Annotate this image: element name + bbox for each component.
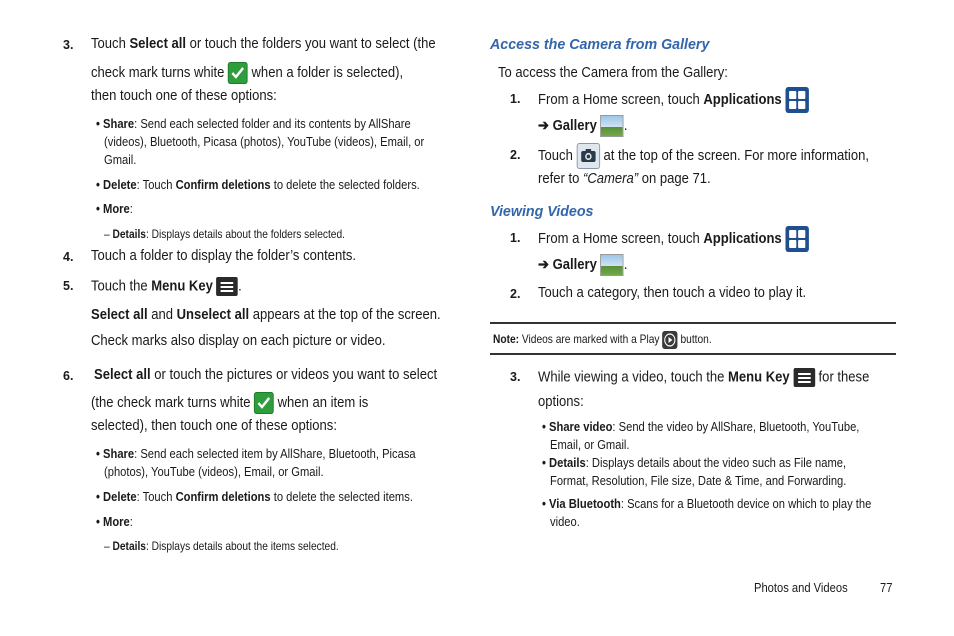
share-option-line2: (photos), YouTube (videos), Email, or Gmail. (104, 464, 324, 479)
note-text: Note: Videos are marked with a Play button. (493, 331, 712, 349)
details-video-line2: Format, Resolution, File size, Date & Time, and Forwarding. (550, 473, 847, 488)
cam-step1-line1: From a Home screen, touch Applications (538, 87, 809, 113)
note-top-rule (490, 322, 896, 324)
step6-line3: selected), then touch one of these options: (91, 418, 337, 434)
step-number: 1. (510, 92, 521, 106)
camera-intro: To access the Camera from the Gallery: (498, 65, 728, 81)
step-number: 5. (63, 279, 74, 293)
delete-option: • Delete: Touch Confirm deletions to delete the selected folders. (96, 177, 420, 192)
camera-section-heading: Access the Camera from Gallery (490, 36, 710, 53)
step4-text: Touch a folder to display the folder’s contents. (91, 248, 357, 264)
share-option: • Share: Send each selected folder and its contents by AllShare (96, 116, 411, 131)
step6-line1: Select all or touch the pictures or videos you want to select (94, 367, 438, 383)
videos-section-heading: Viewing Videos (490, 203, 594, 220)
more-option: • More: (96, 514, 133, 529)
menu-key-icon (217, 277, 239, 296)
share-option-line2: (videos), Bluetooth, Picasa (photos), YouTube (videos), Email, or (104, 134, 425, 149)
check-icon (228, 62, 248, 84)
step5-para1: Select all and Unselect all appears at the top of the screen. (91, 307, 441, 323)
step5-text: Touch the Menu Key . (91, 278, 242, 295)
cam-step1-line2: ➔ Gallery . (538, 115, 627, 137)
cam-step2-line2: refer to “Camera” on page 71. (538, 171, 711, 187)
details-option: – Details: Displays details about the items selected. (104, 539, 339, 553)
more-option: • More: (96, 201, 133, 216)
step-number: 4. (63, 250, 74, 264)
vid-step3-line2: options: (538, 394, 584, 410)
share-option-line3: Gmail. (104, 152, 137, 167)
step3-line2: check mark turns white when a folder is selected), (91, 62, 403, 84)
share-video-line2: Email, or Gmail. (550, 437, 630, 452)
gallery-icon (600, 254, 623, 276)
step-number: 3. (63, 38, 74, 52)
step3-line1: Touch Select all or touch the folders you want to select (the (91, 36, 436, 52)
gallery-icon (600, 115, 623, 137)
vid-step3-line1: While viewing a video, touch the Menu Key for these (538, 369, 870, 386)
share-video-option: • Share video: Send the video by AllShare, Bluetooth, YouTube, (542, 419, 860, 434)
bluetooth-line2: video. (550, 514, 580, 529)
share-option: • Share: Send each selected item by AllShare, Bluetooth, Picasa (96, 446, 416, 461)
step-number: 1. (510, 231, 521, 245)
step3-line3: then touch one of these options: (91, 88, 277, 104)
step6-line2: (the check mark turns white when an item is (91, 392, 368, 414)
bluetooth-option: • Via Bluetooth: Scans for a Bluetooth device on which to play the (542, 496, 872, 511)
check-icon (254, 392, 274, 414)
cam-step2-line1: Touch at the top of the screen. For more information, (538, 143, 869, 169)
page-number: 77 (880, 580, 893, 595)
step-number: 2. (510, 287, 521, 301)
applications-icon (785, 226, 808, 252)
camera-icon (576, 143, 599, 169)
details-video-option: • Details: Displays details about the video such as File name, (542, 455, 847, 470)
note-bottom-rule (490, 353, 896, 355)
delete-option: • Delete: Touch Confirm deletions to delete the selected items. (96, 489, 413, 504)
play-icon (662, 331, 677, 349)
footer-section: Photos and Videos (754, 580, 848, 595)
applications-icon (785, 87, 808, 113)
details-option: – Details: Displays details about the folders selected. (104, 227, 345, 241)
menu-key-icon (793, 368, 815, 387)
step-number: 2. (510, 148, 521, 162)
vid-step2-text: Touch a category, then touch a video to play it. (538, 285, 807, 301)
vid-step1-line2: ➔ Gallery . (538, 254, 627, 276)
step-number: 6. (63, 369, 74, 383)
vid-step1-line1: From a Home screen, touch Applications (538, 226, 809, 252)
step5-para2: Check marks also display on each picture or video. (91, 333, 386, 349)
step-number: 3. (510, 370, 521, 384)
